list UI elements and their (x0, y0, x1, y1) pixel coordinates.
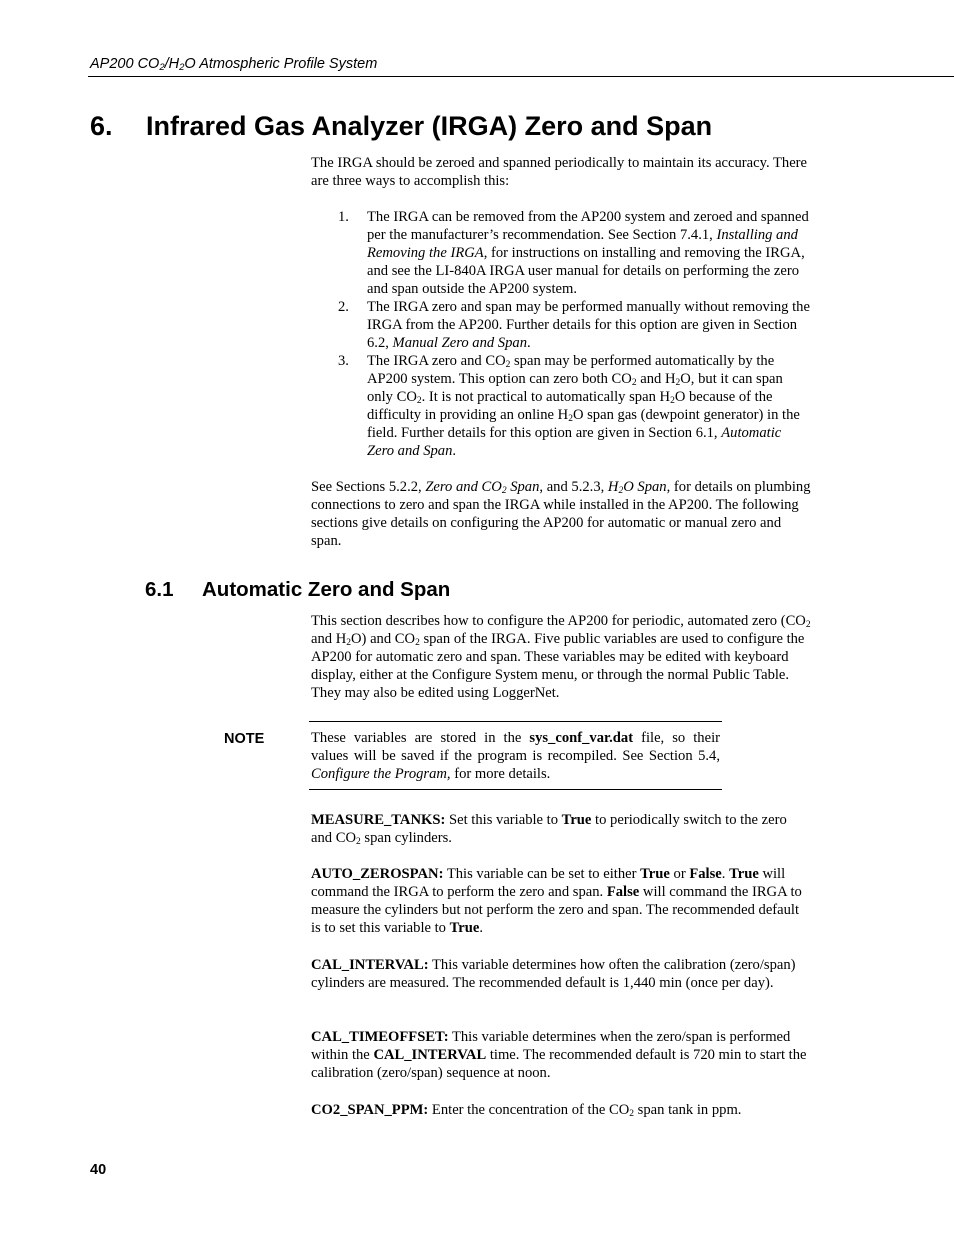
section-number: 6.1 (145, 578, 174, 601)
header-rule (88, 76, 954, 77)
note-box: These variables are stored in the sys_conf_var.dat file, so their values will be saved if the program is recompiled. See Section 5.4, Configure the Program, for more details. (309, 721, 722, 790)
running-header: AP200 $CO_2/H_2O$ Atmospheric Profile System (90, 56, 378, 73)
page-number: 40 (90, 1162, 107, 1178)
list-item: 2. The IRGA zero and span may be performed manually without removing the IRGA from the AP200. Further details for this option are given in Section 6.2, Manual Zero and Span. (338, 299, 810, 351)
var-cal-interval: CAL_INTERVAL: This variable determines how often the calibration (zero/span) cylinders are measured. The recommended default is 1,440 min (once per day). (311, 957, 796, 991)
chapter-title-text: Infrared Gas Analyzer (IRGA) Zero and Span (146, 111, 713, 141)
list-item: 1. The IRGA can be removed from the AP200 system and zeroed and spanned per the manufacturer’s recommendation. See Section 7.4.1, Installing and Removing the IRGA, for instructions on installing and removing the IRGA, and see the LI-840A IRGA user manual for details on performing the zero and span outside the AP200 system. (338, 209, 809, 297)
config-file-name: sys_conf_var.dat (529, 730, 634, 746)
section-title-text: Automatic Zero and Span (202, 578, 451, 601)
section-title (145, 578, 450, 602)
intro-paragraph: The IRGA should be zeroed and spanned periodically to maintain its accuracy. There are three ways to accomplish this: (311, 155, 808, 189)
list-item: 3. The IRGA zero and $CO_2$ span may be performed automatically by the AP200 system. This option can zero both $CO_2$ and $H_2O$, but it can span only $CO_2$. It is not practical to automatically span $H_2O$ because of the difficulty in providing an online $H_2O$ span gas (dewpoint generator) in the field. Further details for this option are given in Section 6.1, Automatic Zero and Span. (338, 353, 800, 459)
chapter-number: 6. (90, 111, 113, 141)
var-cal-timeoffset: CAL_TIMEOFFSET: This variable determines when the zero/span is performed within the CAL_INTERVAL time. The recommended default is 720 min to start the calibration (zero/span) sequence at noon. (311, 1029, 807, 1081)
var-auto-zerospan: AUTO_ZEROSPAN: This variable can be set to either True or False. True will command the IRGA to perform the zero and span. False will command the IRGA to measure the cylinders but not perform the zero and span. The recommended default is to set this variable to True. (311, 866, 802, 936)
chapter-title (90, 111, 712, 142)
var-co2-span-ppm: CO2_SPAN_PPM: Enter the concentration of the $CO_2$ span tank in ppm. (311, 1102, 742, 1119)
section-intro-paragraph: This section describes how to configure the AP200 for periodic, automated zero ($CO_2$ and $H_2O$) and $CO_2$ span of the IRGA. Five public variables are used to configure the AP200 for automatic zero and span. These variables may be edited with keyboard display, either at the Configure System menu, or through the normal Public Table. They may also be edited using LoggerNet. (311, 613, 811, 701)
note-label: NOTE (224, 731, 265, 747)
var-measure-tanks: MEASURE_TANKS: Set this variable to True to periodically switch to the zero and $CO_2$ span cylinders. (311, 812, 787, 847)
methods-list (311, 208, 811, 460)
see-sections-paragraph: See Sections 5.2.2, Zero and $CO_2$ Span, and 5.2.3, $H_2O$ Span, for details on plumbing connections to zero and span the IRGA while installed in the AP200. The following sections give details on configuring the AP200 for automatic or manual zero and span. (311, 479, 811, 549)
